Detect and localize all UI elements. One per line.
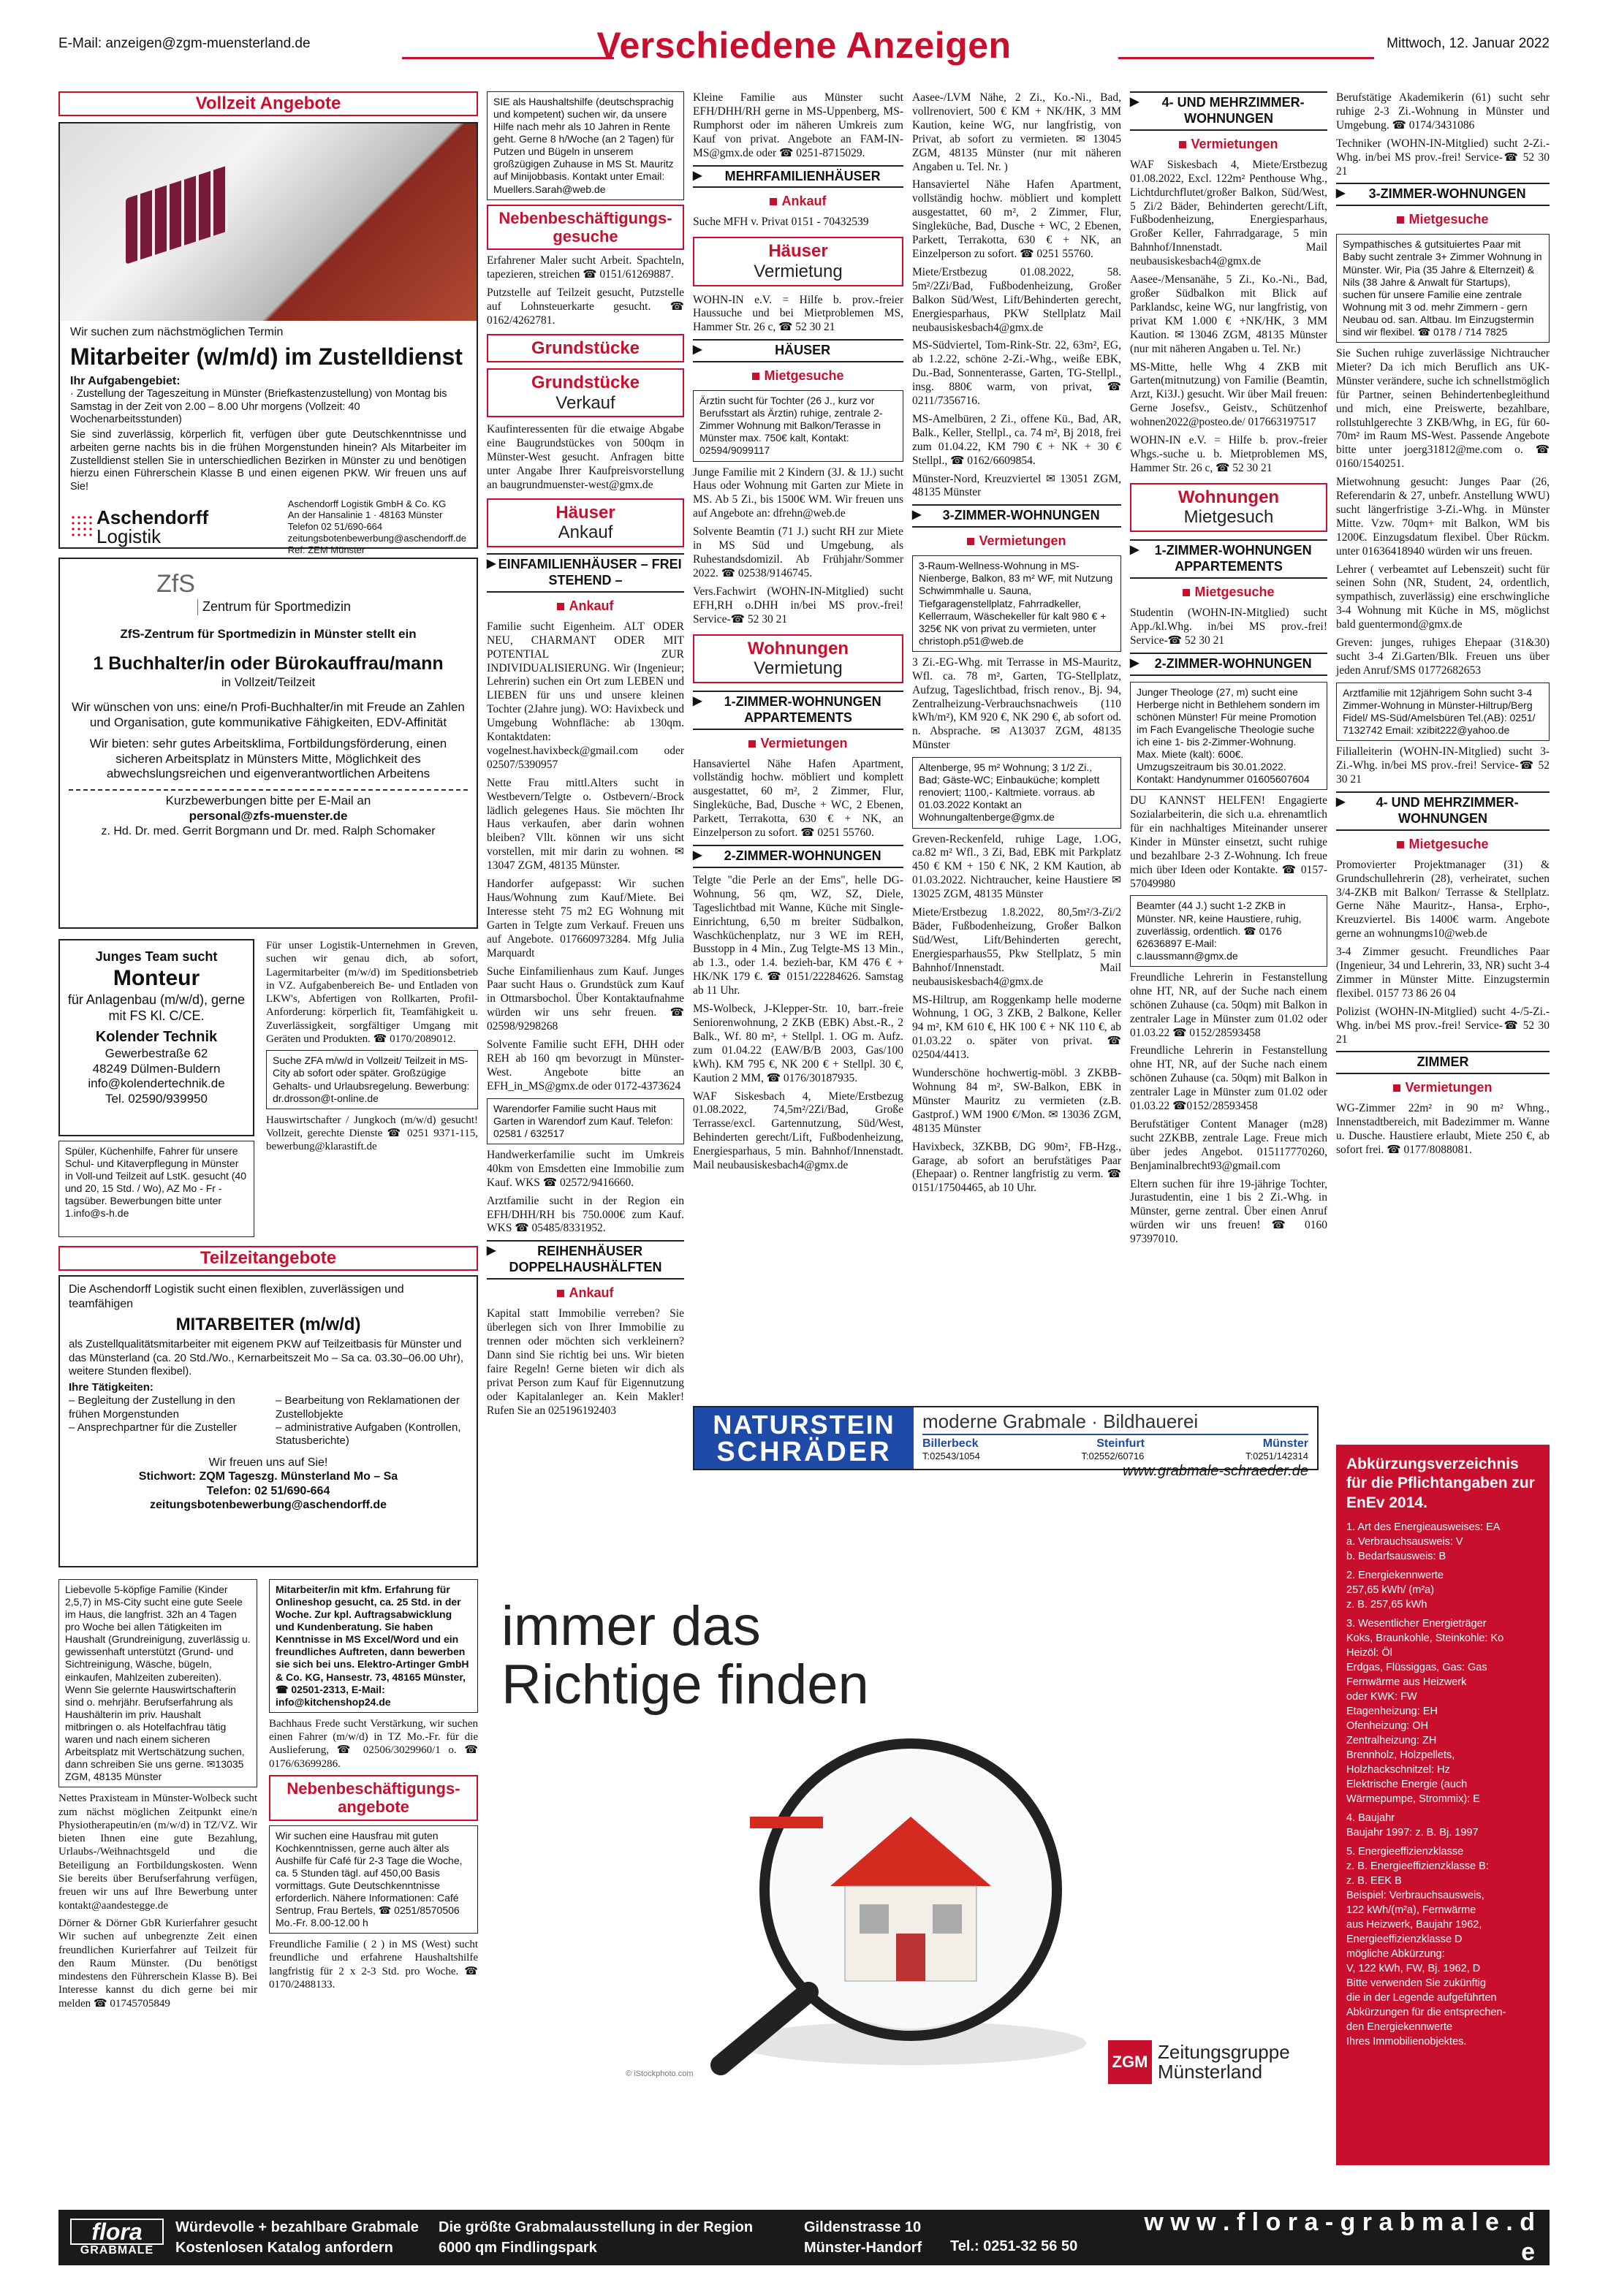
arztfamilie-whg-ad: Arztfamilie mit 12jährigem Sohn sucht 3-4 Zimmer-Wohnung in Münster-Hiltrup/Berg Fidel/ MS-Süd/Amelsbüren Tel.(AB): 0251/ 7132742 Email: xzibit222@yahoo.de	[1336, 683, 1550, 741]
maler-ad: Erfahrener Maler sucht Arbeit. Spachteln, tapezieren, streichen ☎ 0151/61269887.	[487, 254, 684, 281]
projektmanager-ad: Promovierter Projektmanager (31) & Grundschullehrerin (28), verheiratet, suchen 3/4-ZKB mit Balkon/ Terrasse & Stellplatz. Gerne Nähe Mauritz-, Hansa-, Erpho-, Kreuzviertel. Bis 1400€ warm. Angebote gerne an wohnungms10@web.de	[1336, 858, 1550, 940]
zfa-ad: Suche ZFA m/w/d in Vollzeit/ Teilzeit in MS-City ab sofort oder später. Großzügige Gehalts- und Urlaubsregelung. Bewerbung: dr.drosson@t-online.de	[266, 1050, 478, 1109]
z3g-label: Mietgesuche	[1408, 212, 1489, 227]
enev-item: Elektrische Energie (auch	[1346, 1778, 1468, 1790]
w-verm-rub: Wohnungen	[747, 638, 849, 658]
ankauf-sub-2	[487, 1285, 684, 1301]
zgm-name-1: Zeitungsgruppe	[1158, 2040, 1290, 2063]
w-ges-sub: Mietgesuch	[1183, 507, 1274, 528]
enev-list	[1346, 1520, 1539, 2049]
nb-head-2: angebote	[338, 1798, 409, 1817]
grundstuecke-verkauf-rubrik	[487, 368, 684, 417]
mz-body: als Zustellqualitätsmitarbeiter mit eigenem PKW auf Teilzeitbasis für Münster und das Münsterland (ca. 20 Std./Wo., Kernarbeitszeit Mo – Sa ca. 03.30–06.00 Uhr), weitere Stunden flexibel).	[69, 1338, 464, 1377]
kleine-familie-ad: Kleine Familie aus Münster sucht EFH/DHH/RH gerne in MS-Uppenberg, MS-Rumphorst oder im näheren Umkreis zum Kauf von privat. Angebote an FAM-IN-MS@gmx.de oder ☎ 0251-8715029.	[693, 91, 903, 159]
natur-city-3: Münster	[1262, 1437, 1308, 1450]
kapital-ad: Kapital statt Immobilie verreben? Sie überlegen sich von Ihrer Immobilie zu trennen oder möchten sich verkleinern? Dann sind Sie richtig bei uns. Wir bieten faire Regeln! Gerne bieten wir dich als privat Person zum Kauf für Eigennutzung oder Kapitalanleger an. Kein Makler! Rufen Sie an 025196192403	[487, 1307, 684, 1417]
ankauf-label-2: Ankauf	[569, 1285, 614, 1301]
z1-head: 1-ZIMMER-WOHNUNGEN APPARTEMENTS	[724, 693, 881, 725]
waf-2zi-ad: WAF Siskesbach 4, Miete/Erstbezug 01.08.2022, 74,5m²/2Zi/Bad, Große Terrasse/excl. Gartennutzung, Süd/West, Behinderten gerecht/Lift, Fußbodenheizung, Energiesparhaus, 5 min. Bahnhof/Innenstadt. Mail neubausiskesbach4@gmx.de	[693, 1090, 903, 1172]
header-rule-right	[1118, 57, 1374, 59]
zgm-ad	[487, 1480, 1324, 2099]
enev-item: Etagenheizung: EH	[1346, 1705, 1438, 1717]
z1g-head: 1-ZIMMER-WOHNUNGEN APPARTEMENTS	[1154, 542, 1312, 574]
naturstein-info	[914, 1407, 1317, 1480]
kitchenshop-ad: Mitarbeiter/in mit kfm. Erfahrung für Onlineshop gesucht, ca. 25 Std. in der Woche. Zur kpl. Auftragsabwicklung und Kundenberatung. Sie haben Kenntnisse in MS Excel/Word und ein freundliches Auftreten, dann bewerben sie sich bei uns. Elektro-Artinger GmbH & Co. KG, Hansestr. 73, 48165 Münster, ☎ 02501-2313, E-Mail: info@kitchenshop24.de	[269, 1579, 478, 1713]
flora-col-c	[804, 2217, 950, 2258]
zimmer-verm-label: Vermietungen	[1405, 1080, 1493, 1095]
enev-item: Beispiel: Verbrauchsausweis,	[1346, 1889, 1484, 1901]
lehrer-ad: Lehrer ( verbeamtet auf Lebenszeit) sucht für seinen Sohn (NR, Student, 24, ordentlich, sympathisch, zuverlässig) eine erschwingliche 3-4 Wohnung mit Küche in MS, möglichst bald guentermond@gmx.de	[1336, 563, 1550, 631]
enev-item: Ofenheizung: OH	[1346, 1719, 1429, 1732]
enev-title: Abkürzungsverzeichnis für die Pflichtangaben zur EnEv 2014.	[1346, 1456, 1535, 1511]
enev-item: 5. Energieeffizienzklasse	[1346, 1845, 1464, 1858]
enev-item: z. B. 257,65 kWh	[1346, 1598, 1427, 1611]
praxis-ad: Nettes Praxisteam in Münster-Wolbeck sucht zum nächst möglichen Zeitpunkt eine/n Physiotherapeutin/en (m/w/d) in TZ/VZ. Wir bieten Ihnen eine gute Bezahlung, Urlaubs-/Weihnachtsgeld und die Beteiligung an Fortbildungskosten. Wenn Sie bereits über Berufserfahrung verfügen, freuen wir uns auf Ihre Bewerbung unter kontakt@aandestegge.de	[58, 1793, 257, 1912]
lehrerin-1-ad: Freundliche Lehrerin in Festanstellung ohne HT, NR, auf der Suche nach einem schönen Zuhause (ca. 50qm) mit Balkon in zentraler Lage in Münster zum 01.02 oder 01.03.22 ☎ 0152/28593458	[1130, 970, 1327, 1039]
flora-b1: Die größte Grabmalausstellung in der Region	[439, 2219, 754, 2235]
sympathisch-ad: Sympathisches & gutsituiertes Paar mit Baby sucht zentrale 3+ Zimmer Wohnung in Münster. Wir, Pia (35 Jahre & Elternzeit) & Nils (38 Jahre & Anwalt für Startups), suchen für unsere Familie eine zentrale Wohnung mit 3 od. mehr Zimmern - gern Neubau od. san. Altbau. Im Einzugstermin sind wir flexibel. ☎ 0178 / 714 7825	[1336, 234, 1550, 343]
asch-intro: Wir suchen zum nächstmöglichen Termin	[70, 326, 284, 338]
aschendorff-dots-icon	[70, 514, 92, 539]
enev-item: Heizöl: Öl	[1346, 1646, 1392, 1659]
page-header	[58, 25, 1550, 67]
nb2-head-2: gesuche	[553, 227, 618, 246]
asch-logo-text: Aschendorff	[96, 506, 209, 529]
junge-familie-ad: Junge Familie mit 2 Kindern (3J. & 1J.) sucht Haus oder Wohnung mit Garten zur Miete in MS. Ab 5 Zi., bis 1500€ WM. Wir freuen uns auf Angebote an: dfrehn@web.de	[693, 465, 903, 520]
column-2	[487, 91, 684, 1421]
ankauf-sub	[487, 598, 684, 615]
haeuser-rub: Häuser	[555, 502, 615, 522]
mz-mail[interactable]: zeitungsbotenbewerbung@aschendorff.de	[149, 1499, 387, 1512]
flora-logo	[58, 2219, 175, 2257]
mehrfamilienhaeuser-header: ▶ MEHRFAMILIENHÄUSER	[693, 165, 903, 189]
hansaviertel-ad: Hansaviertel Nähe Hafen Apartment, vollständig hochw. möbliert und komplett ausgestattet, 60 m², 2 Zimmer, Flur, Singleküche, Bad, Dusche + WC, 2 Ebenen, Parkett, Terrakotta, 630 € + NK, an Einzelperson zu sofort. ☎ 0251 55760.	[693, 757, 903, 840]
flora-tel[interactable]: Tel.: 0251-32 56 50	[950, 2238, 1078, 2254]
mz-tel: Telefon: 02 51/690-664	[206, 1484, 330, 1497]
havixbeck-ad: Havixbeck, 3ZKBB, DG 90m², FB-Hzg., Garage, ab sofort an berufstätiges Paar (Ehepaar) o. Rentner langfristig zu verm. ☎ 0151/17504465, ab 10 Uhr.	[912, 1140, 1121, 1195]
asch-logo-sub: Logistik	[96, 525, 162, 548]
enev-item: Zentralheizung: ZH	[1346, 1734, 1437, 1746]
doerner-ad: Dörner & Dörner GbR Kurierfahrer gesucht Wir suchen auf unbegrenzte Zeit einen freundlichen Kurierfahrer auf Teilzeit für den Raum Münster. (Du benötigst mindestens den Führerschein Klasse B). Bei Interesse kannst du dich gerne bei mir melden ☎ 01745705849	[58, 1917, 257, 2010]
wohnungen-vermietung-rubrik	[693, 634, 903, 683]
telgte-ad: Telgte "die Perle an der Ems", helle DG-Wohnung, 56 qm, WZ, SZ, Diele, Tageslichtbad mit Wanne, Küche mit Single-Einrichtung, 6,50 m breiter Südbalkon, Waschküchenplatz, nur 3 WE im REH, Busstopp in 4 Min., Zug Telgte-MS 13 Min., ab 1.3., oder 1.4. bezieh-bar, KM 476 € + HK/NK 179 €. ☎ 0151/22284626. Samstag ab 11 Uhr.	[693, 873, 903, 997]
zgm-slogan	[501, 1597, 869, 1714]
z3-head: 3-ZIMMER-WOHNUNGEN	[942, 508, 1100, 523]
beamter-ad: Beamter (44 J.) sucht 1-2 ZKB in Münster. NR, keine Haustiere, ruhig, zuverlässig, ordentlich. ☎ 0176 62636897 E-Mail: c.laussmann@gmx.de	[1130, 895, 1327, 966]
column-5	[1130, 91, 1327, 1421]
enev-item: mögliche Abkürzung:	[1346, 1947, 1445, 1960]
hansaviertel-2-ad: Hansaviertel Nähe Hafen Apartment, vollständig hochw. möbliert und komplett ausgestattet, 60 m², 2 Zimmer, Flur, Singleküche, Bad, Dusche + WC, 2 Ebenen, Parkett, Terrakotta, 630 € + NK, an Einzelperson zu sofort. ☎ 0251 55760.	[912, 178, 1121, 260]
nb2-head-1: Nebenbeschäftigungs-	[498, 208, 672, 227]
flora-a2: Kostenlosen Katalog anfordern	[175, 2240, 393, 2256]
flora-b2: 6000 qm Findlingspark	[439, 2240, 597, 2256]
enev-item: 122 kWh/(m²a), Fernwärme	[1346, 1904, 1476, 1916]
haeuser-head: HÄUSER	[775, 343, 831, 358]
wg-zimmer-ad: WG-Zimmer 22m² in 90 m² Whng., Innenstadtbereich, mit Badezimmer m. Wanne u. Dusche. Haustiere erlaubt, Miete 250 €, ab sofort frei. ☎ 0177/8088081.	[1336, 1102, 1550, 1157]
mz-tasks-heading: Ihre Tätigkeiten:	[69, 1381, 153, 1394]
sozialarbeiterin-ad: DU KANNST HELFEN! Engagierte Sozialarbeiterin, die sich u.a. ehrenamtlich für ein nachhaltiges Miteinander unserer Kinder in Münster einsetzt, sucht ruhige und bezahlbare 2-3 Z-Wohnung. Ich freue mich über Ideen oder Kontakte. ☎ 0157-57049980	[1130, 794, 1327, 890]
mz-task-1: – Begleitung der Zustellung in den frühen Morgenstunden	[69, 1394, 235, 1421]
haeuser-header: ▶ HÄUSER	[693, 339, 903, 362]
header-date: Mittwoch, 12. Januar 2022	[1387, 36, 1550, 51]
z3-verm-label: Vermietungen	[979, 533, 1066, 549]
zgm-logo	[1108, 2040, 1290, 2084]
enev-item: aus Heizwerk, Baujahr 1962,	[1346, 1918, 1482, 1931]
einzimmer-gesuch-header: ▶ 1-ZIMMER-WOHNUNGEN APPARTEMENTS	[1130, 539, 1327, 579]
aschendorff-ad	[58, 122, 478, 555]
haeuser-mietges-label: Mietgesuche	[764, 368, 844, 384]
enev-item: z. B. Energieeffizienzklasse B:	[1346, 1860, 1489, 1872]
asch-address: Aschendorff Logistik GmbH & Co. KG An der Hansalinie 1 · 48163 Münster Telefon 02 51/690-664 zeitungsbotenbewerbung@aschendorff.de Ref: ZEM Münster	[287, 498, 466, 555]
beamtin-ad: Solvente Beamtin (71 J.) sucht RH zur Miete in MS Süd und Umgebung, als Ruhestandsdomizil. Ab Frühjahr/Sommer 2022. ☎ 02538/9146745.	[693, 525, 903, 579]
nette-frau-ad: Nette Frau mittl.Alters sucht in Westbevern/Telgte o. Ostbevern/-Brock lädlich gelegenes Haus. Sie möchten Ihr Haus verkaufen, aber darin wohnen bleiben? Vllt. können wir uns sicht vorstellen, mit mir darin zu wohnen. ✉ 13047 ZGM, 48135 Münster.	[487, 776, 684, 873]
enev-item: die in der Legende aufgeführten	[1346, 1991, 1497, 2004]
putzstelle-ad: Putzstelle auf Teilzeit gesucht, Putzstelle auf Lohnsteuerkarte gesucht. ☎ 0162/4262781.	[487, 286, 684, 327]
wunderschoene-ad: Wunderschöne hochwertig-möbl. 3 ZKBB-Wohnung 84 m², SW-Balkon, EBK in Münster Mauritz zu vermieten (z.B. Gastprof.) WM 1900 €/Mon. ✉ 13036 ZGM, 48135 Münster	[912, 1067, 1121, 1135]
haeuser-vermietung-rubrik	[693, 237, 903, 286]
reihenhaeuser-header: ▶ REIHENHÄUSER DOPPELHAUSHÄLFTEN	[487, 1240, 684, 1280]
grundstuecke-header: Grundstücke	[487, 334, 684, 362]
magnifier-house-icon	[691, 1700, 1130, 2080]
enev-item: 3. Wesentlicher Energieträger	[1346, 1617, 1487, 1630]
freundliche-familie-ad: Freundliche Familie ( 2 ) in MS (West) sucht freundliche und erfahrene Haushaltshilfe langfristig für 2 x 2-3 Std. pro Woche. ☎ 0170/2488133.	[269, 1939, 478, 1991]
theologe-ad: Junger Theologe (27, m) sucht eine Herberge nicht in Bethlehem sondern im schönen Münster! Für meine Promotion im Fach Evangelische Theologie suche ich eine 1- bis 2-Zimmer-Wohnung. Max. Miete (kalt): 600€. Umzugszeitraum bis 30.01.2022. Kontakt: Handynummer 01605607604	[1130, 682, 1327, 791]
column-6	[1336, 91, 1550, 2196]
mietwohnung-ad: Mietwohnung gesucht: Junges Paar (26, Referendarin & 27, unbefr. Anstellung WWU) sucht längerfristige 3-Zi.-Whg. in Münster Mitte. Vzw. 70qm+ mit Balkon, WM bis 1200€. Einzugsdatum flexibel. Über Rückm. unter 01636418940 würden wir uns freuen.	[1336, 476, 1550, 558]
enev-item: z. B. EEK B	[1346, 1874, 1402, 1887]
page-title: Verschiedene Anzeigen	[596, 25, 1012, 66]
zgm-logo-mark: ZGM	[1108, 2040, 1152, 2084]
dreizimmer-header: ▶ 3-ZIMMER-WOHNUNGEN	[912, 504, 1121, 528]
header-email[interactable]: E-Mail: anzeigen@zgm-muensterland.de	[58, 36, 311, 51]
enev-item: Energieeffizienzklasse D	[1346, 1933, 1463, 1945]
aerztin-ad: Ärztin sucht für Tochter (26 J., kurz vor Berufsstart als Ärztin) ruhige, zentrale 2-Zimmer Wohnung mit Balkon/Terasse in Münster max. 750€ kalt, Kontakt: 02594/9099117	[693, 390, 903, 461]
zimmer-head: ZIMMER	[1417, 1054, 1469, 1070]
haeuser-mietgesuche-sub	[693, 368, 903, 384]
zimmer-vermietungen-sub	[1336, 1080, 1550, 1096]
enev-item: Brennholz, Holzpellets,	[1346, 1749, 1455, 1761]
zfs-mail[interactable]: personal@zfs-muenster.de	[189, 808, 348, 823]
enev-item: Baujahr 1997: z. B. Bj. 1997	[1346, 1826, 1479, 1839]
vierzimmer-gesuch-header: ▶ 4- UND MEHRZIMMER-WOHNUNGEN	[1336, 791, 1550, 831]
flora-footer	[58, 2210, 1550, 2265]
miete-3zi-ad: Miete/Erstbezug 1.8.2022, 80,5m²/3-Zi/2 Bäder, Fußbodenheizung, Großer Balkon Süd/West, Lift/Behinderten gerecht, Energiesparhaus55, Pkw Stellplatz, 5 min Bahnhof/Innenstadt. Mail neubausiskesbach4@gmx.de	[912, 906, 1121, 988]
enev-item: Holzhackschnitzel: Hz	[1346, 1763, 1450, 1776]
zfs-offer: Wir bieten: sehr gutes Arbeitsklima, Fortbildungsförderung, einen sicheren Arbeitsplatz in Münsters Mitte, Möglichkeit des abwechslungsreichen und eigenverantwortlichen Arbeitens	[89, 736, 447, 781]
z4-head: 4- UND MEHRZIMMER-WOHNUNGEN	[1161, 95, 1305, 126]
natur-web[interactable]: www.grabmale-schraeder.de	[1123, 1463, 1308, 1480]
mz-end: Wir freuen uns auf Sie!	[208, 1456, 328, 1469]
einfamilienhaus-ad: Suche Einfamilienhaus zum Kauf. Junges Paar sucht Haus o. Grundstück zum Kauf in Ottmarsbochol. Über Kontaktaufnahme würden wir uns sehr freuen. ☎ 02598/9298268	[487, 965, 684, 1033]
mz-stichwort: Stichwort: ZQM Tageszg. Münsterland Mo – Sa	[138, 1470, 398, 1483]
natur-tel-1: T:02543/1054	[922, 1451, 980, 1462]
flora-logo-text: flora	[70, 2219, 164, 2245]
natur-l1: NATURSTEIN	[713, 1410, 895, 1440]
wolbeck-ad: MS-Wolbeck, J-Klepper-Str. 10, barr.-freie Seniorenwohnung, 2 ZKB (EBK) Abst.-R., 2 Balk., Wf. 80 m², + Stellpl. 1. OG m. Aufz. zum 01.04.22 (EAW/B/B 2003, Gas/100 kWh). KM 795 €, NK 200 € + Stellpl. 30 €, Kaution 2 MM, ☎ 0176/30187935.	[693, 1003, 903, 1084]
aschendorff-logo	[70, 498, 208, 556]
spueler-ad: Spüler, Küchenhilfe, Fahrer für unsere Schul- und Kitaverpflegung in Münster in Voll-und Teilzeit auf LstK. gesucht (40 und 20, 15 Std. / Wo), AZ Mo - Fr - tagsüber. Bewerbungen bitte unter 1.info@s-h.de	[58, 1141, 254, 1237]
vierzimmer-header: ▶ 4- UND MEHRZIMMER-WOHNUNGEN	[1130, 91, 1327, 131]
w-ges-rub: Wohnungen	[1177, 487, 1280, 507]
natur-tel-3: T:0251/142314	[1245, 1451, 1308, 1462]
mz-intro: Die Aschendorff Logistik sucht einen flexiblen, zuverlässigen und teamfähigen	[69, 1283, 404, 1310]
filialleiterin-ad: Filialleiterin (WOHN-IN-Mitglied) sucht 3-Zi.-Whg. in/bei MS prov.-frei! Service-☎ 52 30 21	[1336, 745, 1550, 786]
wohnungen-mietgesuch-rubrik	[1130, 483, 1327, 532]
waf-penthouse-ad: WAF Siskesbach 4, Miete/Erstbezug 01.08.2022, Excl. 122m² Penthouse Whg., Lichtdurchflutet/großer Balkon, Süd/West, 5 Zi/2 Bäder, Behinderten gerecht/Lift, Fußbodenheizung, Energiesparhaus, Großer Keller, Fahrradgarage, 5 min Bahnhof/Innenstadt. Mail neubausiskesbach4@gmx.de	[1130, 158, 1327, 268]
z4-vermietungen-sub	[1130, 137, 1327, 153]
zimmer-header	[1336, 1051, 1550, 1074]
enev-item: Erdgas, Flüssiggas, Gas: Gas	[1346, 1661, 1487, 1673]
eltern-ad: Eltern suchen für ihre 19-jährige Tochter, Jurastudentin, eine 1 bis 2 Zi.-Whg. in Münster, gerne zentral. Über einen Anruf würden wir uns freuen! ☎ 0160 97397010.	[1130, 1177, 1327, 1246]
keyboard-keys-icon	[126, 165, 228, 264]
w-verm-sub: Vermietung	[754, 658, 843, 679]
z1-vermietungen-sub	[693, 736, 903, 752]
column-4	[912, 91, 1121, 1421]
enev-item: Wärmepumpe, Strommix): E	[1346, 1793, 1480, 1805]
zgm-slogan-2: Richtige finden	[501, 1653, 869, 1716]
eigenheim-ad: Familie sucht Eigenheim. ALT ODER NEU, CHARMANT ODER MIT POTENTIAL ZUR INDIVIDUALISIERUNG. Wir (Ingenieur; Lehrerin) suchen ein Ort zum LEBEN und LIEBEN für uns und unsere kleinen Tochter (2Jahre jung). WO: Havixbeck und Umgebung Wohnfläche: ab 130qm. Kontaktdaten: vogelnest.havixbeck@gmail.com oder 02507/5390957	[487, 620, 684, 771]
enev-item: a. Verbrauchsausweis: V	[1346, 1535, 1463, 1548]
reihen-head: REIHENHÄUSER DOPPELHAUSHÄLFTEN	[509, 1244, 662, 1275]
enev-item: Abkürzungen für die entsprechen-	[1346, 2006, 1506, 2018]
zfs-contact: z. Hd. Dr. med. Gerrit Borgmann und Dr. med. Ralph Schomaker	[101, 824, 436, 837]
suedviertel-ad: MS-Südviertel, Tom-Rink-Str. 22, 63m², EG, ab 1.2.22, schöne 2-Zi.-Whg., weiße EBK, Du.-Bad, Sonnenterasse, Garten, TG-Stellpl., insg. 880€ warm, von privat, ☎ 0211/7356716.	[912, 339, 1121, 408]
z4-verm-label: Vermietungen	[1191, 136, 1278, 151]
solvente-familie-ad: Solvente Familie sucht EFH, DHH oder REH ab 160 qm bevorzugt in Münster-West. Angebote bitte an EFH_in_MS@gmx.de oder 0172-4373624	[487, 1038, 684, 1092]
haeuser-sub: Ankauf	[558, 522, 613, 543]
altenberge-ad: Altenberge, 95 m² Wohnung; 3 1/2 Zi., Bad; Gäste-WC; Einbauküche; komplett renoviert; 1100,- Kaltmiete. vorraus. ab 01.03.2022 Kontakt an Wohnungaltenberge@gmx.de	[912, 757, 1121, 828]
bachhaus-ad: Bachhaus Frede sucht Verstärkung, wir suchen einen Fahrer (m/w/d) in TZ Mo.-Fr. für die Auslieferung, ☎ 02506/3029960/1 o. ☎ 0176/63699286.	[269, 1717, 478, 1770]
flora-c1: Gildenstrasse 10	[804, 2219, 922, 2235]
handwerker-ad: Handwerkerfamilie sucht im Umkreis 40km von Emsdetten eine Immobilie zum Kauf. WKS ☎ 02572/9416660.	[487, 1148, 684, 1189]
wellness-ad: 3-Raum-Wellness-Wohnung in MS-Nienberge, Balkon, 83 m² WF, mit Nutzung Schwimmhalle u. Sauna, Tiefgaragenstellplatz, Fahrradkeller, Kellerraum, Wäschekeller für kalt 980 € + 325€ NK von privat zu vermieten, unter christoph.p51@web.de	[912, 555, 1121, 652]
polizist-ad: Polizist (WOHN-IN-Mitglied) sucht 4-/5-Zi.-Whg. in/bei MS prov.-frei! Service-☎ 52 30 21	[1336, 1005, 1550, 1046]
nebenbeschaeftigung-angebote-header	[269, 1775, 478, 1821]
arztfamilie-ad: Arztfamilie sucht in der Region ein EFH/DHH/RH bis 750.000€ zum Kauf. WKS ☎ 05485/8331952.	[487, 1194, 684, 1235]
flora-logo-sub: GRABMALE	[80, 2244, 154, 2257]
mfh-ankauf-label: Ankauf	[781, 194, 827, 209]
z1-mietgesuche-sub	[1130, 585, 1327, 601]
eg-whg-ad: 3 Zi.-EG-Whg. mit Terrasse in MS-Mauritz, Wfl. ca. 78 m², Garten, TG-Stellplatz, Aufzug, Tageslichtbad, frisch renov., Bj. 94, Zentralheizung-Verbrauchsnachweis (110 kWh/m²), KM 920 €, NK 290 €, ab sofort od. n. Absprache. ✉ A13037 ZGM, 48135 Münster	[912, 655, 1121, 752]
greven-ehepaar-ad: Greven: junges, ruhiges Ehepaar (31&30) sucht 3-4 Zi.Garten/Blk. Freuen uns über jeden Anruf/SMS 01772682653	[1336, 636, 1550, 677]
mz-task-4: – administrative Aufgaben (Kontrollen, Statusberichte)	[276, 1421, 461, 1448]
liebevolle-ad: Liebevolle 5-köpfige Familie (Kinder 2,5,7) in MS-City sucht eine gute Seele im Haus, die langfrist. 32h an 4 Tagen pro Woche bei allen Tätigkeiten im Haushalt (Grundreinigung, zuverlässig u. gewissenhaft unterstützt (Grund- und Sichtreinigung, Wäsche, bügeln, einkaufen, Mahlzeiten zubereiten). Wenn Sie gelernte Hauswirtschafterin sind o. mehrjähr. Berufserfahrung als Haushälterin im priv. Haushalt mitbringen o. als Hotelfachfrau tätig waren und nach einem sicheren Arbeitsplatz mit Wertschätzung suchen, dann schreiben Sie uns gerne. ✉13035 ZGM, 48135 Münster	[58, 1579, 257, 1787]
zgm-name-2: Münsterland	[1158, 2061, 1263, 2083]
h-verm-sub: Vermietung	[754, 261, 843, 281]
nb-head-1: Nebenbeschäftigungs-	[287, 1779, 460, 1798]
asch-tasks-heading: Ihr Aufgabengebiet:	[70, 374, 181, 387]
drei-vier-zimmer-ad: 3-4 Zimmer gesucht. Freundliches Paar (Ingenieur, 34 und Lehrerin, 33, NR) sucht 3-4 Zimmer in Münster Mitte. Einzugstermin flexibel. 0157 73 86 26 04	[1336, 946, 1550, 1000]
flora-col-a	[175, 2217, 439, 2258]
wohnin-haus-ad: WOHN-IN e.V. = Hilfe b. prov.-freier Haussuche und bei Mietproblemen MS, Hammer Str. 26 c, ☎ 52 30 21	[693, 293, 903, 334]
zfs-logo: ZfS	[156, 570, 195, 598]
gs-rub: Grundstücke	[531, 373, 640, 393]
ankauf-label: Ankauf	[569, 598, 614, 613]
logistik-ad: Für unser Logistik-Unternehmen in Greven, suchen wir genau dich, ab sofort, Lagermitarbeiter (m/w/d) im Speditionsbetrieb in VZ. Aufgabenbereich Be- und Entladen von LKW's, Abfertigen von Rollkarten, Profil-Anforderung: körperlich fit, Teamfähigkeit u. Zuverlässigkeit, sorgfältiger Umgang mit Geräten und Produkten. ☎ 0170/2089012.	[266, 940, 478, 1046]
z3-vermietungen-sub	[912, 533, 1121, 550]
enev-item: 4. Baujahr	[1346, 1812, 1395, 1824]
zgm-credit: © iStockphoto.com	[626, 2069, 694, 2078]
asch-body: Sie sind zuverlässig, körperlich fit, verfügen über gute Deutschkenntnisse und arbeiten gerne nachts bis in die frühen Morgenstunden hinein? Als Mitarbeiter im Zustelldienst stellen Sie in unterschiedlichen Bezirken in Münster zu und benötigen hierzu einen Führerschein Klasse B und einen eigenen PKW. Wir freuen uns auf Sie!	[70, 429, 466, 493]
monteur-l1: Junges Team sucht	[95, 949, 218, 964]
z4g-head: 4- UND MEHRZIMMER-WOHNUNGEN	[1376, 794, 1519, 826]
hauswirt-ad: Hauswirtschafter / Jungkoch (m/w/d) gesucht! Vollzeit, gerechte Dienste ☎ 0251 9371-115, bewerbung@klarastift.de	[266, 1114, 478, 1153]
natur-l2: SCHRÄDER	[716, 1437, 892, 1467]
asch-tasks: · Zustellung der Tageszeitung in Münster (Briefkastenzustellung) von Montag bis Samstag in der Zeit von 2.00 – 8.00 Uhr morgens (Vollzeit: 40 Wochenarbeitsstunden)	[70, 388, 447, 426]
suche-mfh-ad: Suche MFH v. Privat 0151 - 70432539	[693, 216, 869, 229]
aasee-5zi-ad: Aasee-/Mensanähe, 5 Zi., Ko.-Ni., Bad, großer Südbalkon mit Blick auf Parklandsc, keine WG, nur langfristig, von privat KM 1.000 € +NK/HK, 3 MM Kaution. ✉ 13046 ZGM, 48135 Münster (nur mit näheren Angaben u. Tel. Nr.)	[1130, 273, 1327, 355]
baugrund-ad: Kaufinteressenten für die etwaige Abgabe eine Baugrundstückes von 500qm in Münster-West gesucht. Anfragen bitte unter Angabe Ihrer Kaufpreisvorstellung an baugrundmuenster-west@gmx.de	[487, 423, 684, 491]
zfs-apply: Kurzbewerbungen bitte per E-Mail an	[165, 794, 371, 808]
flora-a1: Würdevolle + bezahlbare Grabmale	[175, 2219, 419, 2235]
enev-item: Koks, Braunkohle, Steinkohle: Ko	[1346, 1632, 1504, 1644]
warendorfer-ad: Warendorfer Familie sucht Haus mit Garten in Warendorf zum Kauf. Telefon: 02581 / 632517	[487, 1098, 684, 1144]
enev-item: 257,65 kWh/ (m²a)	[1346, 1584, 1435, 1596]
akademikerin-ad: Berufstätige Akademikerin (61) sucht sehr ruhige 2-3 Zi.-Wohnung in Münster und Umgebung. ☎ 0174/3431086	[1336, 91, 1550, 132]
flora-c2: Münster-Handorf	[804, 2240, 922, 2256]
zfs-line1: ZfS-Zentrum für Sportmedizin in Münster stellt ein	[120, 627, 417, 642]
hausfrau-ad: Wir suchen eine Hausfrau mit guten Kochkenntnissen, gerne auch älter als Aushilfe für Café für 2-3 Tage die Woche, ca. 5 Stunden tägl. auf 450,00 Basis vormittags. Gute Deutschkenntnisse erforderlich. Nähere Informationen: Café Sentrup, Frau Bertels, ☎ 0251/8570506 Mo.-Fr. 8.00-12.00 h	[269, 1825, 478, 1934]
enev-item: b. Bedarfsausweis: B	[1346, 1550, 1446, 1562]
wohnin-whg-ad: WOHN-IN e.V. = Hilfe b. prov.-freier Whgs.-suche u. b. Mietproblemen MS, Hammer Str. 26 c, ☎ 52 30 21	[1130, 434, 1327, 474]
einfamilienhaeuser-header: ▶ EINFAMILIENHÄUSER – FREI STEHEND –	[487, 553, 684, 593]
techniker-ad: Techniker (WOHN-IN-Mitglied) sucht 2-Zi.-Whg. in/bei MS prov.-frei! Service-☎ 52 30 21	[1336, 137, 1550, 178]
z1-verm-label: Vermietungen	[760, 735, 848, 750]
zweizimmer-gesuch-header: ▶ 2-ZIMMER-WOHNUNGEN	[1130, 653, 1327, 676]
enev-item: V, 122 kWh, FW, Bj. 1962, D	[1346, 1962, 1481, 1974]
hiltrup-ad: MS-Hiltrup, am Roggenkamp helle moderne Wohnung, 1 OG, 3 ZKB, 2 Balkone, Keller 94 m², KM 610 €, HK 100 € + NK 110 €, ab 01.03.22 o. später von privat. ☎ 02504/4413.	[912, 993, 1121, 1062]
efh-head: EINFAMILIENHÄUSER – FREI STEHEND –	[498, 556, 682, 588]
content-manager-ad: Berufstätiger Content Manager (m28) sucht 2ZKBB, zentrale Lage. Freue mich über jedes Angebot. 015117770260, Benjaminalbrecht93@gmail.com	[1130, 1117, 1327, 1172]
h-verm-rub: Häuser	[768, 241, 828, 262]
monteur-address: Gewerbestraße 62 48249 Dülmen-Buldern info@kolendertechnik.de Tel. 02590/939950	[88, 1046, 225, 1106]
handorfer-ad: Handorfer aufgepasst: Wir suchen Haus/Wohnung zum Kauf/Miete. Bei Interesse steht 75 m2 EG Wohnung mit Garten in Telgte zum Verkauf. Freuen uns auf Angebote. 017660973284. Mfg Julia Marquardt	[487, 878, 684, 959]
natur-city-2: Steinfurt	[1096, 1437, 1145, 1450]
enev-item: 2. Energiekennwerte	[1346, 1569, 1444, 1581]
versfachwirt-ad: Vers.Fachwirt (WOHN-IN-Mitglied) sucht EFH,RH o.DHH in/bei MS prov.-frei! Service-☎ 52 30 21	[693, 585, 903, 626]
natur-city-1: Billerbeck	[922, 1437, 979, 1450]
mfh-head: MEHRFAMILIENHÄUSER	[724, 168, 881, 183]
nebenbeschaeftigung-gesuche-header	[487, 205, 684, 251]
zfs-sub2: in Vollzeit/Teilzeit	[221, 674, 316, 689]
nichtraucher-ad: Sie Suchen ruhige zuverlässige Nichtraucher Mieter? Da ich mich Beruflich ans UK-Münster verändere, suche ich schnellstmöglich für Partner, seinen Behindertenbegleithund und mich, eine Preiswerte, bezahlbare, rollstuhlgerechte 3 ZKB/Whg, in EG, für 60-70m² im Raum MS-West. Passende Angebote bitte unter joerg31812@me.com o. ☎ 0160/1540251.	[1336, 346, 1550, 471]
einzimmer-header: ▶ 1-ZIMMER-WOHNUNGEN APPARTEMENTS	[693, 691, 903, 730]
keyboard-photo	[60, 123, 477, 321]
kreuzviertel-ad: Münster-Nord, Kreuzviertel ✉ 13051 ZGM, 48135 Münster	[912, 472, 1121, 499]
monteur-l2: für Anlagenbau (m/w/d), gerne mit FS Kl. C/CE.	[67, 992, 246, 1023]
miete-erstbezug-ad: Miete/Erstbezug 01.08.2022, 58. 5m²/2Zi/Bad, Fußbodenheizung, Großer Balkon Süd/West, Lift/Behinderten gerecht, Energiesparhaus, PKW Stellplatz Mail neubausiskesbach4@gmx.de	[912, 265, 1121, 334]
enev-item: den Energiekennwerte	[1346, 2021, 1453, 2033]
lehrerin-2-ad: Freundliche Lehrerin in Festanstellung ohne HT, NR, auf der Suche nach einem schönen Zuhause (ca. 50qm) mit Balkon in zentraler Lage in Münster zum 01.02 oder 01.03.22 ☎0152/28593458	[1130, 1044, 1327, 1113]
z4g-label: Mietgesuche	[1408, 836, 1489, 851]
teilzeit-header: Teilzeitangebote	[58, 1246, 478, 1271]
haeuser-ankauf-rubrik	[487, 498, 684, 547]
z3-mietgesuche-sub	[1336, 212, 1550, 228]
enev-item: 1. Art des Energieausweises: EA	[1346, 1521, 1501, 1533]
z3g-head: 3-ZIMMER-WOHNUNGEN	[1368, 186, 1526, 202]
flora-col-b	[439, 2217, 804, 2258]
flora-web[interactable]: w w w . f l o r a - g r a b m a l e . d e	[1144, 2208, 1535, 2266]
zfs-ad	[58, 558, 478, 929]
ms-mitte-ad: MS-Mitte, helle Whg 4 ZKB mit Garten(mitnutzung) von Familie (Beamtin, Arzt, Ki3J.) gesucht. Wir über Mail freuen: Gerne Josefsv., Geistv., Schützenhof wohnen2022@posteo.de/ 017663197517	[1130, 360, 1327, 429]
monteur-title: Monteur	[113, 965, 200, 990]
mitarbeiter-ad	[58, 1275, 478, 1567]
enev-box	[1336, 1445, 1550, 2165]
zfs-sub: Zentrum für Sportmedizin	[197, 599, 468, 615]
z2-head: 2-ZIMMER-WOHNUNGEN	[724, 848, 881, 863]
enev-item: Bitte verwenden Sie zukünftig	[1346, 1977, 1487, 1989]
column-1	[58, 91, 478, 2196]
zfs-want: Wir wünschen von uns: eine/n Profi-Buchhalter/in mit Freude an Zahlen und Organisation, gute kommunikative Fähigkeiten, EDV-Affinität	[72, 700, 465, 730]
zgm-slogan-1: immer das	[501, 1595, 761, 1657]
zweizimmer-header: ▶ 2-ZIMMER-WOHNUNGEN	[693, 845, 903, 868]
monteur-firm: Kolender Technik	[95, 1029, 218, 1046]
asch-title: Mitarbeiter (w/m/d) im Zustelldienst	[70, 343, 463, 370]
gs-sub: Verkauf	[555, 392, 615, 413]
column-3	[693, 91, 903, 1421]
vollzeit-header: Vollzeit Angebote	[58, 91, 478, 116]
amelbueren-ad: MS-Amelbüren, 2 Zi., offene Kü., Bad, AR, Balk., Keller, Stellpl., ca. 74 m², Bj 2018, frei zum 01.04.22, KM 790 € + NK + 30 € Stellpl., ☎ 0162/6609854.	[912, 412, 1121, 467]
monteur-ad	[58, 939, 254, 1136]
aasee-2zi-ad: Aasee-/LVM Nähe, 2 Zi., Ko.-Ni., Bad, vollrenoviert, 500 € KM + NK/HK, 3 MM Kaution, keine WG, nur langfristig, von Privat, ab sofort zu vermieten. ✉ 13045 ZGM, 48135 Münster (nur mit näheren Angaben u. Tel. Nr. )	[912, 91, 1121, 173]
mfh-ankauf-sub	[693, 194, 903, 210]
naturstein-logo	[694, 1407, 914, 1469]
natur-tel-2: T:02552/60716	[1081, 1451, 1145, 1462]
haushaltshilfe-ad: SIE als Haushaltshilfe (deutschsprachig und kompetent) suchen wir, da unsere Hilfe nach mehr als 10 Jahren in Rente geht. Gerne 8 h/Woche (an 2 Tagen) für Putzen und Bügeln in unserem großzügigen Zuhause in MS St. Mauritz auf Minijobbasis. Kontakt unter Email: Muellers.Sarah@web.de	[487, 91, 684, 200]
mz-task-2: – Ansprechpartner für die Zusteller	[69, 1421, 238, 1434]
enev-item: oder KWK: FW	[1346, 1690, 1417, 1703]
greven-reckenfeld-ad: Greven-Reckenfeld, ruhige Lage, 1.OG, ca.82 m² Wfl., 3 Zi, Bad, EBK mit Parkplatz 450 € KM + 150 € NK, 2 KM Kaution, ab 01.03.2022. Nichtraucher, keine Haustiere ✉ 13025 ZGM, 48135 Münster	[912, 832, 1121, 901]
z1g-label: Mietgesuche	[1194, 584, 1275, 599]
dreizimmer-gesuch-header: ▶ 3-ZIMMER-WOHNUNGEN	[1336, 183, 1550, 206]
z2g-head: 2-ZIMMER-WOHNUNGEN	[1154, 655, 1312, 671]
mz-title: MITARBEITER (m/w/d)	[175, 1315, 361, 1335]
natur-tag: moderne Grabmale · Bildhauerei	[922, 1410, 1308, 1435]
zfs-title: 1 Buchhalter/in oder Bürokauffrau/mann	[93, 653, 444, 674]
z4-mietgesuche-sub	[1336, 837, 1550, 853]
enev-item: Ihres Immobilienobjektes.	[1346, 2035, 1467, 2048]
naturstein-ad	[693, 1406, 1319, 1480]
studentin-ad: Studentin (WOHN-IN-Mitglied) sucht App./kl.Whg. in/bei MS prov.-frei! Service-☎ 52 30 21	[1130, 606, 1327, 647]
mz-task-3: – Bearbeitung von Reklamationen der Zustellobjekte	[276, 1394, 460, 1421]
enev-item: Fernwärme aus Heizwerk	[1346, 1676, 1467, 1688]
